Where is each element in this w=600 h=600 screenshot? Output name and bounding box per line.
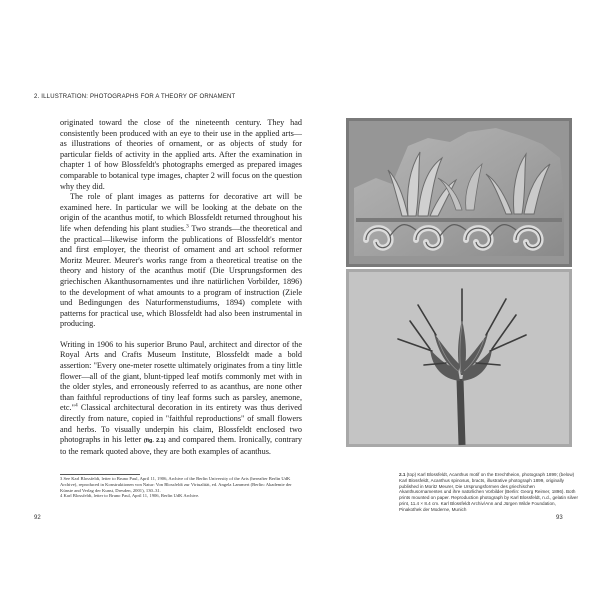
running-head: 2. ILLUSTRATION: PHOTOGRAPHS FOR A THEORY OF ORNAMENT — [34, 94, 236, 100]
acanthus-bract-image — [346, 269, 572, 447]
page-number-left: 92 — [34, 515, 41, 521]
paragraph-3 — [60, 340, 302, 458]
figure-number: 2.1 — [399, 472, 406, 477]
note-ref-4[interactable]: 4 — [74, 402, 78, 409]
figure-caption — [399, 472, 579, 513]
footnote-4: 4 Karl Blossfeldt, letter to Bruno Paul, April 11, 1906, Berlin UdK Archive. — [60, 493, 200, 499]
figure-caption-text: (top) Karl Blossfeldt, Acanthus motif on the Erechtheion, photograph 1899; (below) Karl Blossfeldt, Acanthus spinosus, bracts, illustrative photograph 1899, originally published in Moritz Meurer, Die Ursprungsformen des griechischen Akanthusornamentes und ihre natürlichen Vorbilder (Berlin: Georg Reimer, 1896). Both prints mounted on paper. Reproduction photograph by Karl Blossfeldt, n.d., gelatin silver print, 11.4 × 8.4 cm. Karl Blossfeldt Archiv/Ann and Jürgen Wilde Foundation, Pinakothek der Moderne, Munich — [399, 472, 579, 512]
note-ref-3[interactable]: 3 — [186, 223, 189, 230]
paragraph-2-text: The role of plant images as patterns for decorative art will be examined here. In particular we will be looking at the debate on the origin of the acanthus motif, to which Blossfeldt returned throughout his life when defending his plant studies. — [60, 192, 302, 233]
paragraph-3-text-cont: Classical architectural decoration in its entirety was thus derived directly from nature, copied in "faithful reproductions" of small flowers and herbs. To visually underpin his claim, Blossfeldt enclosed two photographs in his letter — [60, 403, 302, 445]
acanthus-relief-photograph — [346, 118, 572, 267]
paragraph-2 — [60, 192, 302, 330]
paragraph-3-text: Writing in 1906 to his superior Bruno Paul, architect and director of the Royal Arts and Crafts Museum Institute, Blossfeldt made a bold assertion: "Every one-meter rosette ultimately originates from a tiny little flower—all of the giant, blunt-tipped leaf motifs commonly met with in the older styles, and erroneously referred to as acanthus, are none other than faithful reproductions of tiny leaf forms such as parsley, anemone, etc." — [60, 339, 302, 413]
paragraph-3-text-end: and compared them. Ironically, contrary to the remark quoted above, they are both examples of acanthus. — [60, 435, 302, 456]
page-number-right: 93 — [556, 515, 563, 521]
footnote-rule — [60, 474, 140, 475]
body-text — [60, 118, 302, 457]
paragraph-1: originated toward the close of the nineteenth century. They had consistently been produced with an eye to their use in the applied arts—as illustrations of theories of ornament, or as objects of study for particular fields of activity in the applied arts. After the examination in chapter 1 of how Blossfeldt's photographs emerged as prepared images comparable to botanical type images, chapter 2 will focus on the question why they did. — [60, 118, 302, 191]
acanthus-bract-photograph — [346, 269, 572, 447]
acanthus-relief-image — [346, 118, 572, 267]
footnotes — [60, 476, 296, 499]
paragraph-2-text-cont: Two strands—the theoretical and the practical—likewise inform the publications of Blossfeldt's mentor and first employer, the theorist of ornament and art school reformer Moritz Meurer. Meurer's works range from a theoretical treatise on the theory and history of the acanthus motif (Die Ursprungsformen des griechischen Akanthusornamentes und ihre natürlichen Vorbilder, 1896) to the development of what amounts to a program of instruction (Ziele und Bedingungen des Naturformenstudiums, 1894) complete with patterns for practical use, which Blossfeldt had also been instrumental in producing. — [60, 223, 302, 329]
figure-reference[interactable]: (fig. 2.1) — [143, 438, 166, 445]
footnote-3: 3 See Karl Blossfeldt, letter to Bruno Paul, April 11, 1906, Archive of the Berlin University of the Arts (hereafter Berlin UdK Archive), reproduced in Konstruktionen von Natur: Von Blossfeldt zur Virtualität, ed. Angela Lammert (Berlin: Akademie der Künste and Verlag der Kunst, Dresden, 2001), 130–31. — [60, 476, 292, 493]
